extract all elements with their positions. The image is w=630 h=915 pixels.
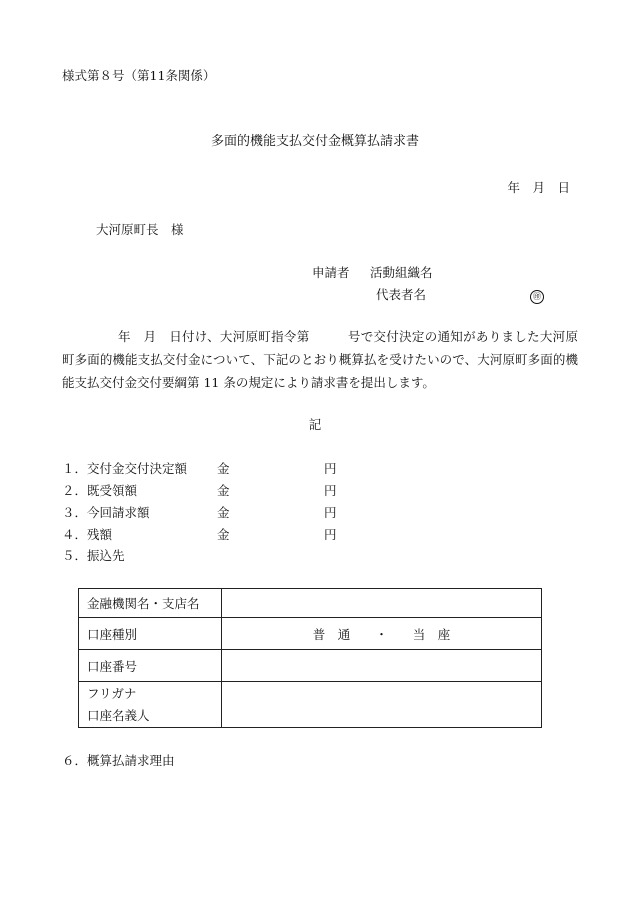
date-line: 年 月 日 — [507, 180, 570, 195]
bank-account-table — [78, 588, 542, 728]
item-label: ２．既受領額 — [62, 483, 138, 498]
item-label: ３．今回請求額 — [62, 505, 150, 520]
item-yen: 円 — [324, 505, 337, 520]
item-yen: 円 — [324, 483, 337, 498]
item-yen: 円 — [324, 461, 337, 476]
account-holder-label — [79, 682, 222, 728]
applicant-label: 申請者 — [312, 265, 350, 280]
request-body-text: 年 月 日付け、大河原町指令第 号で交付決定の通知がありました大河原町多面的機能支払交付金について、下記のとおり概算払を受けたいので、大河原町多面的機能支払交付金交付要綱第 11 条の規定により請求書を提出します。 — [62, 329, 578, 390]
ki-heading: 記 — [308, 417, 322, 432]
item-label: １．交付金交付決定額 — [62, 461, 188, 476]
seal-mark — [530, 287, 544, 304]
table-row — [79, 650, 542, 682]
item-label: ４．残額 — [62, 527, 113, 542]
item-kin: 金 — [217, 505, 230, 520]
table-row — [79, 589, 542, 618]
table-row — [79, 682, 542, 728]
account-holder-name-label: 口座名義人 — [87, 707, 150, 723]
org-name-label: 活動組織名 — [370, 265, 433, 280]
transfer-destination-label: ５．振込先 — [62, 548, 125, 563]
bank-branch-label: 金融機関名・支店名 — [79, 589, 222, 618]
addressee: 大河原町長 様 — [96, 222, 184, 237]
furigana-label: フリガナ — [87, 685, 137, 701]
form-number: 様式第８号（第11条関係） — [62, 68, 216, 83]
account-type-label: 口座種別 — [79, 618, 222, 650]
table-row — [79, 618, 542, 650]
bank-branch-value[interactable] — [222, 589, 542, 618]
item-kin: 金 — [217, 461, 230, 476]
account-type-options[interactable]: 普 通 ・ 当 座 — [222, 618, 542, 650]
representative-label: 代表者名 — [376, 287, 427, 302]
page-title: 多面的機能支払交付金概算払請求書 — [210, 134, 419, 149]
item-yen: 円 — [324, 527, 337, 542]
account-number-label: 口座番号 — [79, 650, 222, 682]
account-number-value[interactable] — [222, 650, 542, 682]
seal-icon: ㊞ — [530, 290, 544, 304]
item-kin: 金 — [217, 527, 230, 542]
account-holder-value[interactable] — [222, 682, 542, 728]
advance-payment-reason-label: ６．概算払請求理由 — [62, 753, 175, 768]
item-kin: 金 — [217, 483, 230, 498]
